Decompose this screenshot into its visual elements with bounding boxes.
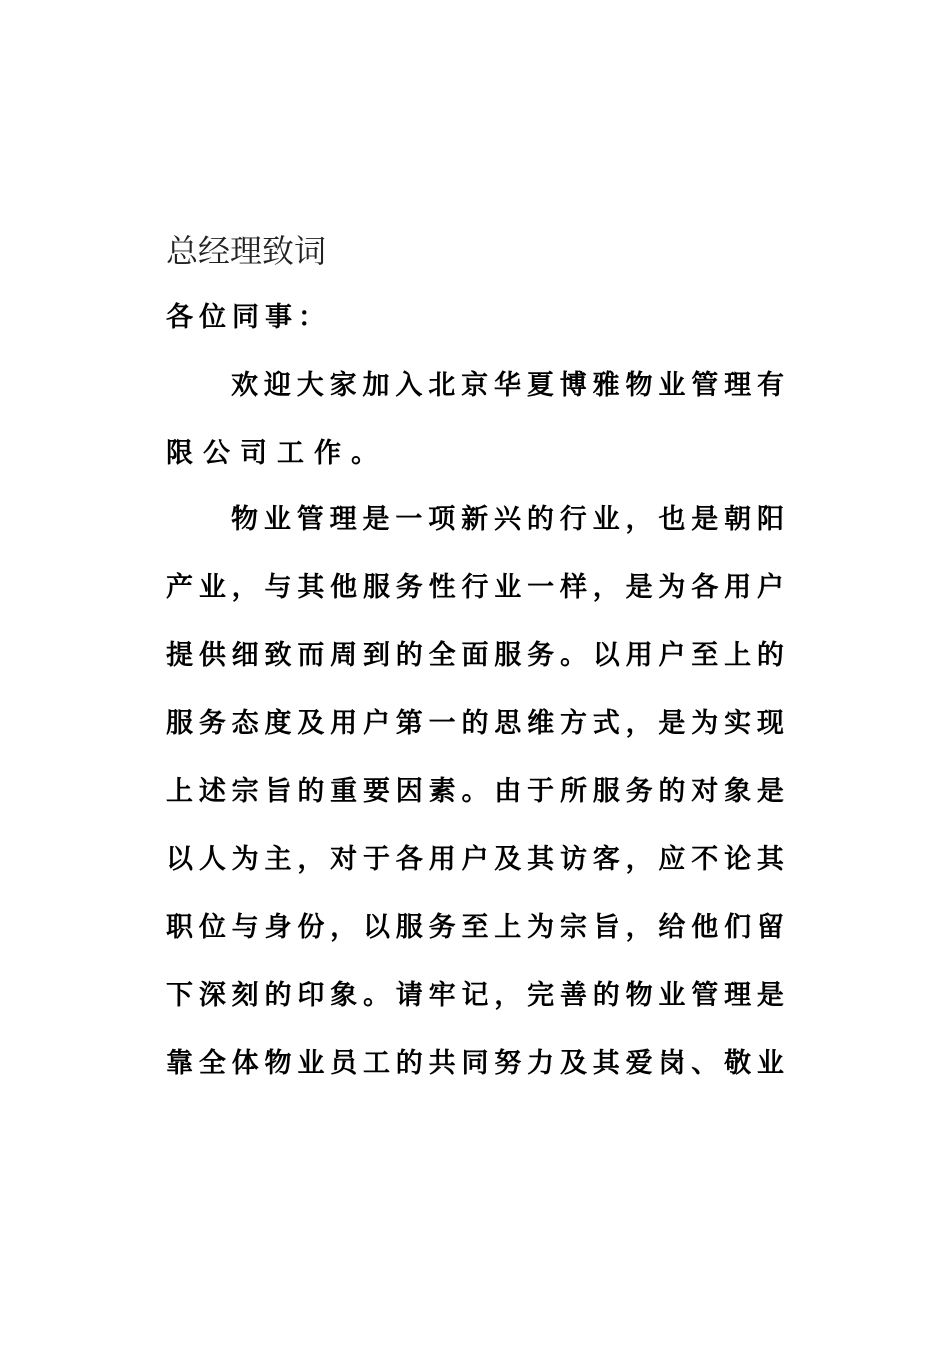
character: 。: [559, 640, 587, 671]
character: 态: [231, 708, 259, 739]
paragraph-line: [231, 498, 784, 542]
character: 物: [264, 1048, 292, 1079]
character: 下: [166, 980, 193, 1011]
character: 到: [362, 640, 390, 671]
character: 其: [592, 1048, 620, 1079]
character: 服: [592, 776, 620, 807]
character: 牢: [428, 980, 456, 1011]
character: 服: [395, 912, 423, 943]
character: 欢: [231, 370, 258, 401]
character: 朝: [724, 504, 752, 535]
character: 为: [691, 708, 719, 739]
character: 留: [756, 912, 784, 943]
character: 务: [428, 912, 456, 943]
page-title: 总经理致词: [166, 232, 327, 270]
character: 性: [428, 572, 456, 603]
character: 为: [231, 844, 259, 875]
character: 。: [362, 980, 390, 1011]
paragraph-line: [166, 838, 784, 882]
character: ，: [592, 572, 620, 603]
character: 努: [494, 1048, 522, 1079]
character: 上: [724, 640, 752, 671]
character: 上: [166, 776, 193, 807]
character: 善: [559, 980, 587, 1011]
character: 各: [691, 572, 719, 603]
character: 理: [724, 370, 752, 401]
paragraph-line: [166, 702, 784, 746]
character: 是: [625, 572, 653, 603]
character: 第: [395, 708, 423, 739]
character: 身: [264, 912, 292, 943]
character: 用: [428, 844, 456, 875]
character: 式: [592, 708, 620, 739]
character: 的: [756, 640, 784, 671]
character: 们: [724, 912, 752, 943]
character: ，: [625, 844, 653, 875]
character: 公: [203, 438, 240, 469]
character: 应: [658, 844, 686, 875]
paragraph-line: [166, 566, 784, 610]
character: 面: [461, 640, 489, 671]
character: 务: [198, 708, 226, 739]
character: 爱: [625, 1048, 653, 1079]
character: 管: [691, 980, 719, 1011]
character: 雅: [592, 370, 620, 401]
character: 敬: [724, 1048, 752, 1079]
character: 用: [724, 572, 752, 603]
character: 、: [691, 1048, 719, 1079]
character: 为: [527, 912, 555, 943]
character: ，: [625, 504, 653, 535]
character: 全: [428, 640, 456, 671]
character: 以: [592, 640, 620, 671]
character: 位: [198, 912, 226, 943]
character: 用: [625, 640, 653, 671]
character: ，: [297, 844, 325, 875]
character: 现: [756, 708, 784, 739]
character: 访: [559, 844, 587, 875]
character: 人: [198, 844, 226, 875]
character: 思: [494, 708, 522, 739]
character: 旨: [592, 912, 620, 943]
character: 周: [330, 640, 358, 671]
character: 论: [724, 844, 752, 875]
character: 务: [527, 640, 555, 671]
character: 宗: [559, 912, 587, 943]
character: 对: [330, 844, 358, 875]
character: 对: [691, 776, 719, 807]
character: ，: [330, 912, 358, 943]
character: 提: [166, 640, 193, 671]
character: 由: [494, 776, 522, 807]
paragraph-line: [166, 1042, 784, 1086]
character: 工: [277, 438, 314, 469]
character: 一: [428, 708, 456, 739]
character: 业: [494, 572, 522, 603]
character: 的: [658, 776, 686, 807]
character: 共: [428, 1048, 456, 1079]
character: 项: [428, 504, 456, 535]
character: 象: [330, 980, 358, 1011]
character: 的: [395, 1048, 423, 1079]
character: 他: [330, 572, 358, 603]
character: 户: [461, 844, 489, 875]
character: 岗: [658, 1048, 686, 1079]
character: 业: [297, 1048, 325, 1079]
character: 有: [757, 370, 784, 401]
character: 北: [428, 370, 456, 401]
character: 及: [297, 708, 325, 739]
character: 务: [395, 572, 423, 603]
character: 不: [691, 844, 719, 875]
character: 物: [625, 370, 653, 401]
paragraph-line: [166, 634, 784, 678]
character: 业: [263, 504, 291, 535]
character: 家: [329, 370, 357, 401]
character: 上: [494, 912, 522, 943]
character: ，: [625, 708, 653, 739]
character: 物: [231, 504, 258, 535]
character: 职: [166, 912, 193, 943]
character: 象: [724, 776, 752, 807]
character: 入: [395, 370, 423, 401]
character: 各: [395, 844, 423, 875]
character: 方: [559, 708, 587, 739]
paragraph-line: [166, 974, 784, 1018]
character: 要: [362, 776, 390, 807]
character: 司: [240, 438, 277, 469]
character: 供: [198, 640, 226, 671]
character: 致: [264, 640, 292, 671]
character: 主: [264, 844, 292, 875]
character: 户: [756, 572, 784, 603]
character: 的: [297, 776, 325, 807]
character: 是: [362, 504, 390, 535]
character: 细: [231, 640, 259, 671]
character: 深: [198, 980, 226, 1011]
character: 博: [559, 370, 587, 401]
character: 作: [314, 438, 351, 469]
character: 服: [494, 640, 522, 671]
character: 因: [395, 776, 423, 807]
paragraph-line: [166, 770, 784, 814]
character: 以: [166, 844, 193, 875]
character: 是: [691, 504, 719, 535]
character: 阳: [757, 504, 784, 535]
character: 为: [658, 572, 686, 603]
character: 是: [658, 708, 686, 739]
character: 份: [297, 912, 325, 943]
character: 及: [494, 844, 522, 875]
character: 户: [362, 708, 390, 739]
character: 服: [362, 572, 390, 603]
character: 员: [330, 1048, 358, 1079]
character: 至: [691, 640, 719, 671]
character: ，: [494, 980, 522, 1011]
character: 记: [461, 980, 489, 1011]
paragraph-line: [231, 364, 784, 408]
character: 服: [166, 708, 193, 739]
character: 完: [527, 980, 555, 1011]
character: 于: [527, 776, 555, 807]
character: 刻: [231, 980, 259, 1011]
character: 给: [658, 912, 686, 943]
character: 的: [395, 640, 423, 671]
character: 样: [559, 572, 587, 603]
character: 至: [461, 912, 489, 943]
character: 其: [297, 572, 325, 603]
character: 及: [559, 1048, 587, 1079]
character: 加: [362, 370, 390, 401]
character: 他: [691, 912, 719, 943]
character: 用: [330, 708, 358, 739]
character: 度: [264, 708, 292, 739]
salutation: 各位同事：: [166, 302, 331, 333]
character: 其: [527, 844, 555, 875]
character: 印: [297, 980, 325, 1011]
character: 是: [756, 980, 784, 1011]
character: 宗: [231, 776, 259, 807]
character: 是: [756, 776, 784, 807]
character: 。: [351, 438, 388, 469]
character: 行: [559, 504, 587, 535]
character: 业: [198, 572, 226, 603]
character: 华: [494, 370, 521, 401]
character: 行: [461, 572, 489, 603]
character: 其: [756, 844, 784, 875]
character: 请: [395, 980, 423, 1011]
character: 务: [625, 776, 653, 807]
character: 述: [198, 776, 226, 807]
character: 的: [264, 980, 292, 1011]
character: 维: [527, 708, 555, 739]
character: 的: [461, 708, 489, 739]
character: 素: [428, 776, 456, 807]
paragraph-line: [166, 906, 784, 950]
character: 。: [461, 776, 489, 807]
character: 与: [264, 572, 292, 603]
character: 限: [166, 438, 203, 469]
character: 管: [296, 504, 324, 535]
character: 物: [625, 980, 653, 1011]
character: 以: [362, 912, 390, 943]
character: 同: [461, 1048, 489, 1079]
character: 业: [658, 980, 686, 1011]
character: 与: [231, 912, 259, 943]
character: 理: [329, 504, 357, 535]
character: 实: [724, 708, 752, 739]
character: 体: [231, 1048, 259, 1079]
character: 一: [527, 572, 555, 603]
character: 也: [658, 504, 686, 535]
character: 京: [461, 370, 489, 401]
character: 而: [297, 640, 325, 671]
character: 迎: [263, 370, 291, 401]
character: 工: [362, 1048, 390, 1079]
character: 所: [559, 776, 587, 807]
character: 管: [691, 370, 719, 401]
paragraph-line: [166, 432, 784, 476]
character: 兴: [494, 504, 521, 535]
character: 的: [592, 980, 620, 1011]
character: ，: [625, 912, 653, 943]
character: 客: [592, 844, 620, 875]
character: 旨: [264, 776, 292, 807]
character: 全: [198, 1048, 226, 1079]
character: 新: [461, 504, 489, 535]
character: 夏: [526, 370, 554, 401]
character: 产: [166, 572, 193, 603]
character: 业: [756, 1048, 784, 1079]
character: 业: [592, 504, 620, 535]
character: 的: [526, 504, 554, 535]
character: 理: [724, 980, 752, 1011]
character: 力: [527, 1048, 555, 1079]
character: 业: [658, 370, 686, 401]
character: 户: [658, 640, 686, 671]
character: 于: [362, 844, 390, 875]
character: ，: [231, 572, 259, 603]
character: 大: [296, 370, 324, 401]
character: 重: [330, 776, 358, 807]
character: 靠: [166, 1048, 193, 1079]
character: 一: [395, 504, 423, 535]
